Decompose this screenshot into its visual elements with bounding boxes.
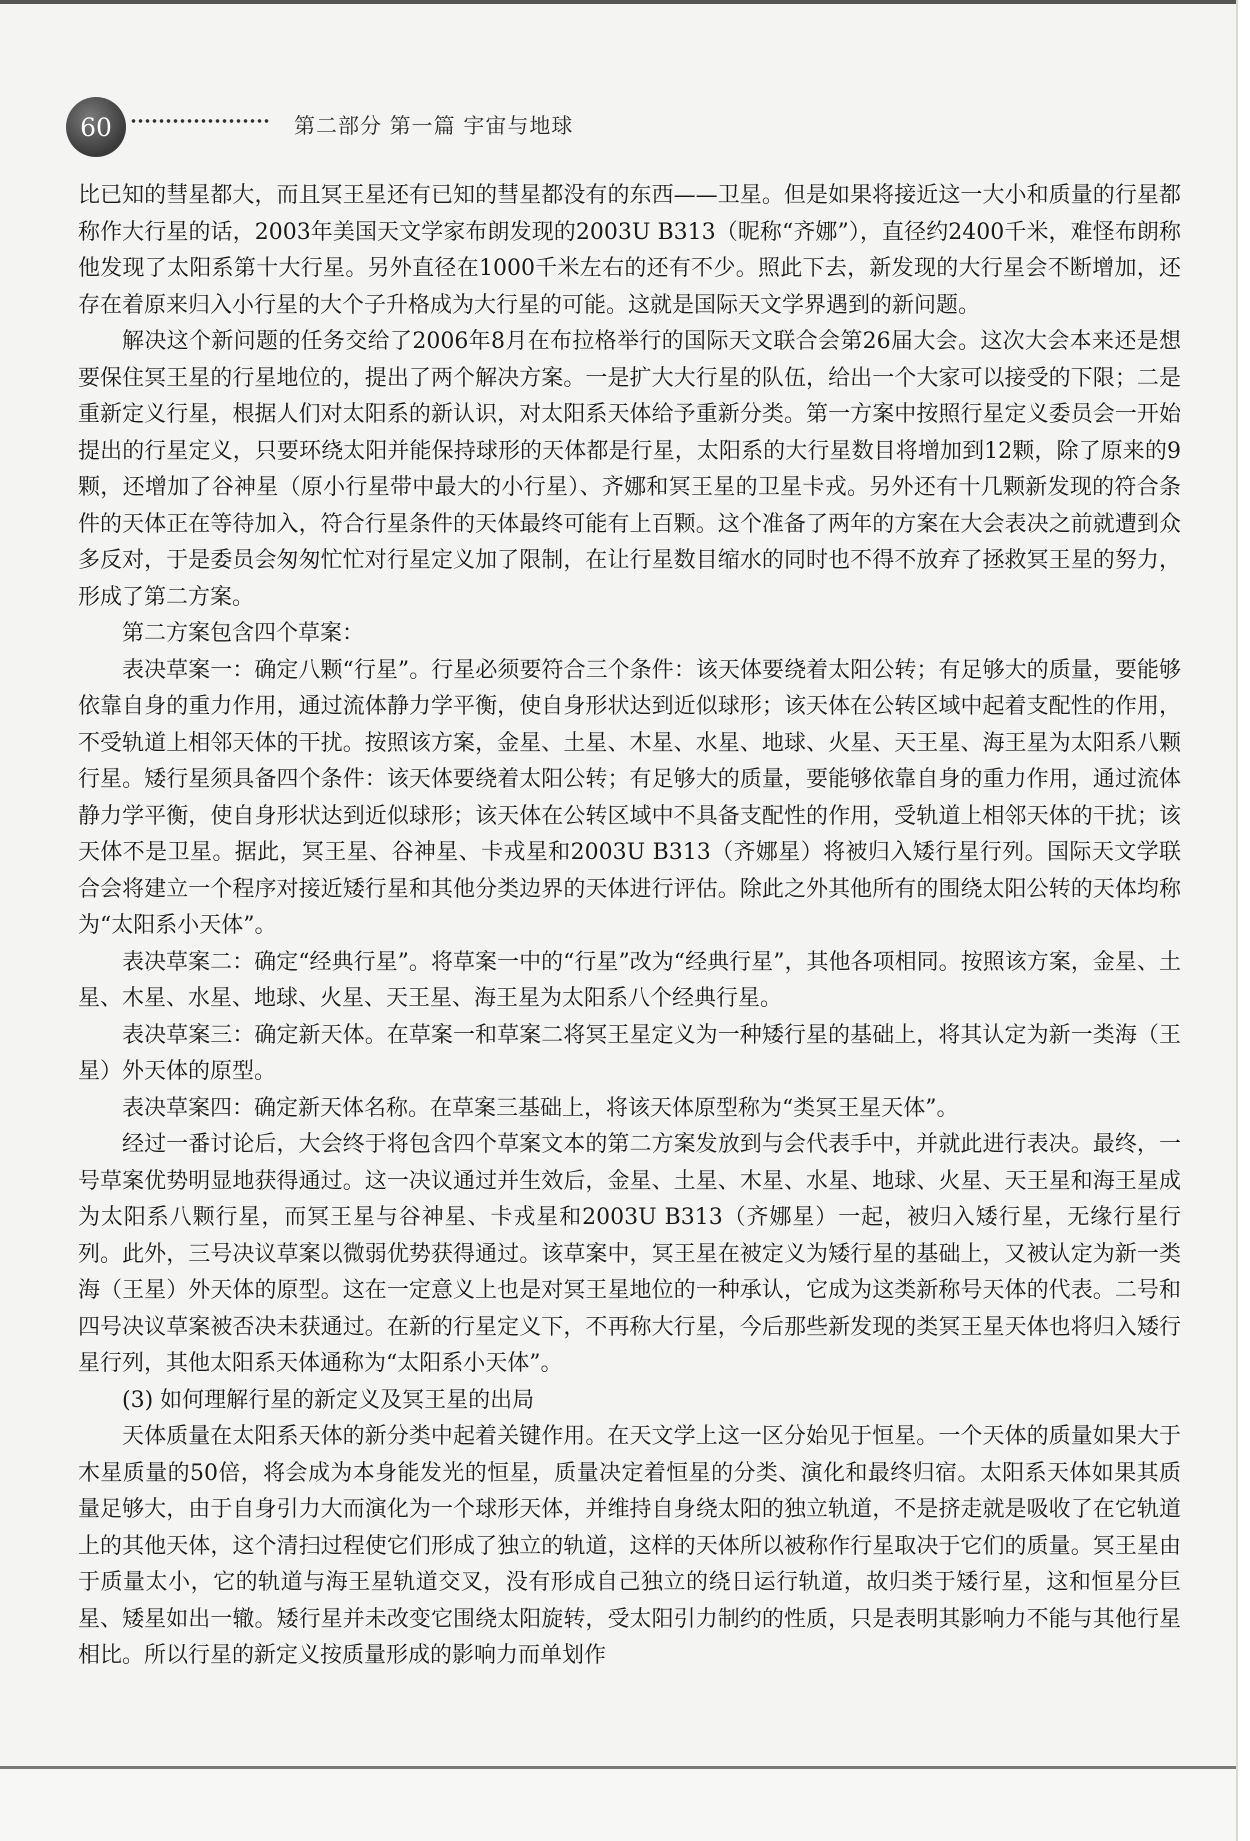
paragraph: 天体质量在太阳系天体的新分类中起着关键作用。在天文学上这一区分始见于恒星。一个天体的质量如果大于木星质量的50倍，将会成为本身能发光的恒星，质量决定着恒星的分类、演化和最终归宿。太阳系天体如果其质量足够大，由于自身引力大而演化为一个球形天体，并维持自身绕太阳的独立轨道，不是挤走就是吸收了在它轨道上的其他天体，这个清扫过程使它们形成了独立的轨道，这样的天体所以被称作行星取决于它们的质量。冥王星由于质量太小，它的轨道与海王星轨道交叉，没有形成自己独立的绕日运行轨道，故归类于矮行星，这和恒星分巨星、矮星如出一辙。矮行星并未改变它围绕太阳旋转，受太阳引力制约的性质，只是表明其影响力不能与其他行星相比。所以行星的新定义按质量形成的影响力而单划作 bbox=[78, 1424, 1181, 1668]
section-heading: (3) 如何理解行星的新定义及冥王星的出局 bbox=[122, 1387, 535, 1413]
paragraph: 表决草案四：确定新天体名称。在草案三基础上，将该天体原型称为“类冥王星天体”。 bbox=[122, 1095, 959, 1121]
running-head: 第二部分 第一篇 宇宙与地球 bbox=[294, 114, 574, 138]
paragraph: 解决这个新问题的任务交给了2006年8月在布拉格举行的国际天文联合会第26届大会。这次大会本来还是想要保住冥王星的行星地位的，提出了两个解决方案。一是扩大大行星的队伍，给出一个大家可以接受的下限；二是重新定义行星，根据人们对太阳系的新认识，对太阳系天体给予重新分类。第一方案中按照行星定义委员会一开始提出的行星定义，只要环绕太阳并能保持球形的天体都是行星，太阳系的大行星数目将增加到12颗，除了原来的9颗，还增加了谷神星（原小行星带中最大的小行星）、齐娜和冥王星的卫星卡戎。另外还有十几颗新发现的符合条件的天体正在等待加入，符合行星条件的天体最终可能有上百颗。这个准备了两年的方案在大会表决之前就遭到众多反对，于是委员会匆匆忙忙对行星定义加了限制，在让行星数目缩水的同时也不得不放弃了拯救冥王星的努力，形成了第二方案。 bbox=[78, 329, 1181, 610]
page-number-badge bbox=[66, 97, 126, 157]
paragraph: 表决草案一：确定八颗“行星”。行星必须要符合三个条件：该天体要绕着太阳公转；有足够大的质量，要能够依靠自身的重力作用，通过流体静力学平衡，使自身形状达到近似球形；该天体在公转区域中起着支配性的作用，不受轨道上相邻天体的干扰。按照该方案，金星、土星、木星、水星、地球、火星、天王星、海王星为太阳系八颗行星。矮行星须具备四个条件：该天体要绕着太阳公转；有足够大的质量，要能够依靠自身的重力作用，通过流体静力学平衡，使自身形状达到近似球形；该天体在公转区域中不具备支配性的作用，受轨道上相邻天体的干扰；该天体不是卫星。据此，冥王星、谷神星、卡戎星和2003U B313（齐娜星）将被归入矮行星行列。国际天文学联合会将建立一个程序对接近矮行星和其他分类边界的天体进行评估。除此之外其他所有的围绕太阳公转的天体均称为“太阳系小天体”。 bbox=[78, 657, 1181, 938]
page-number: 60 bbox=[80, 112, 112, 142]
paragraph: 表决草案二：确定“经典行星”。将草案一中的“行星”改为“经典行星”，其他各项相同。按照该方案，金星、土星、木星、水星、地球、火星、天王星、海王星为太阳系八个经典行星。 bbox=[78, 949, 1181, 1011]
paragraph: 第二方案包含四个草案： bbox=[122, 621, 365, 646]
paragraph: 比已知的彗星都大，而且冥王星还有已知的彗星都没有的东西——卫星。但是如果将接近这一大小和质量的行星都称作大行星的话，2003年美国天文学家布朗发现的2003U B313（昵称“齐娜”），直径约2400千米，难怪布朗称他发现了太阳系第十大行星。另外直径在1000千米左右的还有不少。照此下去，新发现的大行星会不断增加，还存在着原来归入小行星的大个子升格成为大行星的可能。这就是国际天文学界遇到的新问题。 bbox=[78, 183, 1181, 318]
body-text bbox=[78, 178, 1181, 1675]
leader-dots bbox=[130, 118, 270, 124]
paragraph: 表决草案三：确定新天体。在草案一和草案二将冥王星定义为一种矮行星的基础上，将其认定为新一类海（王星）外天体的原型。 bbox=[78, 1022, 1181, 1084]
paragraph: 经过一番讨论后，大会终于将包含四个草案文本的第二方案发放到与会代表手中，并就此进行表决。最终，一号草案优势明显地获得通过。这一决议通过并生效后，金星、土星、木星、水星、地球、火星、天王星和海王星成为太阳系八颗行星，而冥王星与谷神星、卡戎星和2003U B313（齐娜星）一起，被归入矮行星，无缘行星行列。此外，三号决议草案以微弱优势获得通过。该草案中，冥王星在被定义为矮行星的基础上，又被认定为新一类海（王星）外天体的原型。这在一定意义上也是对冥王星地位的一种承认，它成为这类新称号天体的代表。二号和四号决议草案被否决未获通过。在新的行星定义下，不再称大行星，今后那些新发现的类冥王星天体也将归入矮行星行列，其他太阳系天体通称为“太阳系小天体”。 bbox=[78, 1132, 1181, 1376]
top-rule bbox=[0, 0, 1236, 4]
page-footer-area bbox=[0, 1769, 1236, 1841]
